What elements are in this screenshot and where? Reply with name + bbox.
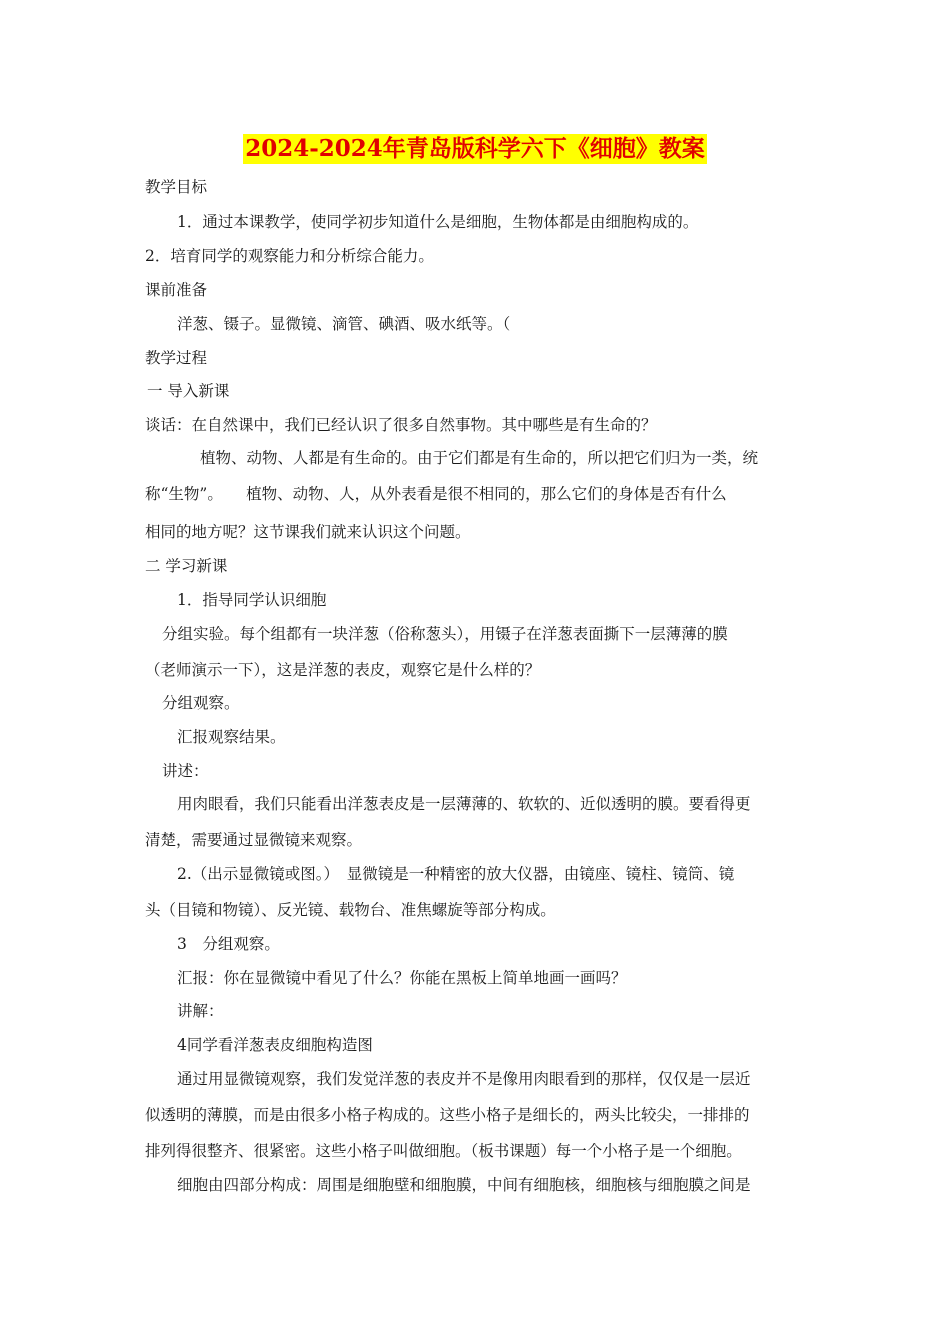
paragraph-line: 分组观察。 [162, 694, 240, 712]
subsection-heading: 1．指导同学认识细胞 [177, 591, 327, 609]
paragraph-line: 细胞由四部分构成：周围是细胞壁和细胞膜，中间有细胞核，细胞核与细胞膜之间是 [177, 1176, 751, 1194]
materials-text: 洋葱、镊子。显微镜、滴管、碘酒、吸水纸等。（ [177, 315, 511, 333]
paragraph-line: 分组实验。每个组都有一块洋葱（俗称葱头），用镊子在洋葱表面撕下一层薄薄的膜 [162, 625, 728, 643]
paragraph-line: 汇报：你在显微镜中看见了什么？你能在黑板上简单地画一画吗？ [177, 969, 627, 987]
paragraph-line: 讲述： [162, 762, 209, 780]
paragraph-line: 3 分组观察。 [177, 935, 280, 953]
goal-1: 1．通过本课教学，使同学初步知道什么是细胞，生物体都是由细胞构成的。 [177, 213, 699, 231]
paragraph-line: 清楚，需要通过显微镜来观察。 [145, 831, 363, 849]
goal-2: 2．培育同学的观察能力和分析综合能力。 [145, 247, 434, 265]
paragraph-line: 汇报观察结果。 [177, 728, 286, 746]
paragraph-line: 相同的地方呢？这节课我们就来认识这个问题。 [145, 523, 471, 541]
paragraph-line: 似透明的薄膜，而是由很多小格子构成的。这些小格子是细长的，两头比较尖，一排排的 [145, 1106, 750, 1124]
paragraph-line: 称“生物”。 植物、动物、人，从外表看是很不相同的，那么它们的身体是否有什么 [145, 485, 727, 503]
heading-preparation: 课前准备 [145, 281, 208, 299]
paragraph-line: 讲解： [177, 1002, 224, 1020]
heading-process: 教学过程 [145, 349, 208, 367]
title-container [0, 134, 950, 164]
paragraph-line: 植物、动物、人都是有生命的。由于它们都是有生命的，所以把它们归为一类，统 [200, 449, 759, 467]
paragraph-line: 用肉眼看，我们只能看出洋葱表皮是一层薄薄的、软软的、近似透明的膜。要看得更 [177, 795, 751, 813]
paragraph-line: （老师演示一下），这是洋葱的表皮，观察它是什么样的？ [145, 661, 541, 679]
paragraph-line: 头（目镜和物镜）、反光镜、载物台、准焦螺旋等部分构成。 [145, 901, 556, 919]
heading-teaching-goals: 教学目标 [145, 178, 208, 196]
document-title: 2024-2024年青岛版科学六下《细胞》教案 [245, 135, 705, 162]
paragraph-line: 2.（出示显微镜或图。） 显微镜是一种精密的放大仪器，由镜座、镜柱、镜筒、镜 [177, 865, 735, 883]
paragraph-line: 4同学看洋葱表皮细胞构造图 [177, 1036, 373, 1054]
section-2-heading: 二 学习新课 [145, 557, 228, 575]
paragraph-line: 谈话：在自然课中，我们已经认识了很多自然事物。其中哪些是有生命的？ [145, 416, 657, 434]
section-1-heading: 一 导入新课 [147, 382, 230, 400]
paragraph-line: 通过用显微镜观察，我们发觉洋葱的表皮并不是像用肉眼看到的那样，仅仅是一层近 [177, 1070, 751, 1088]
paragraph-line: 排列得很整齐、很紧密。这些小格子叫做细胞。（板书课题）每一个小格子是一个细胞。 [145, 1142, 742, 1160]
